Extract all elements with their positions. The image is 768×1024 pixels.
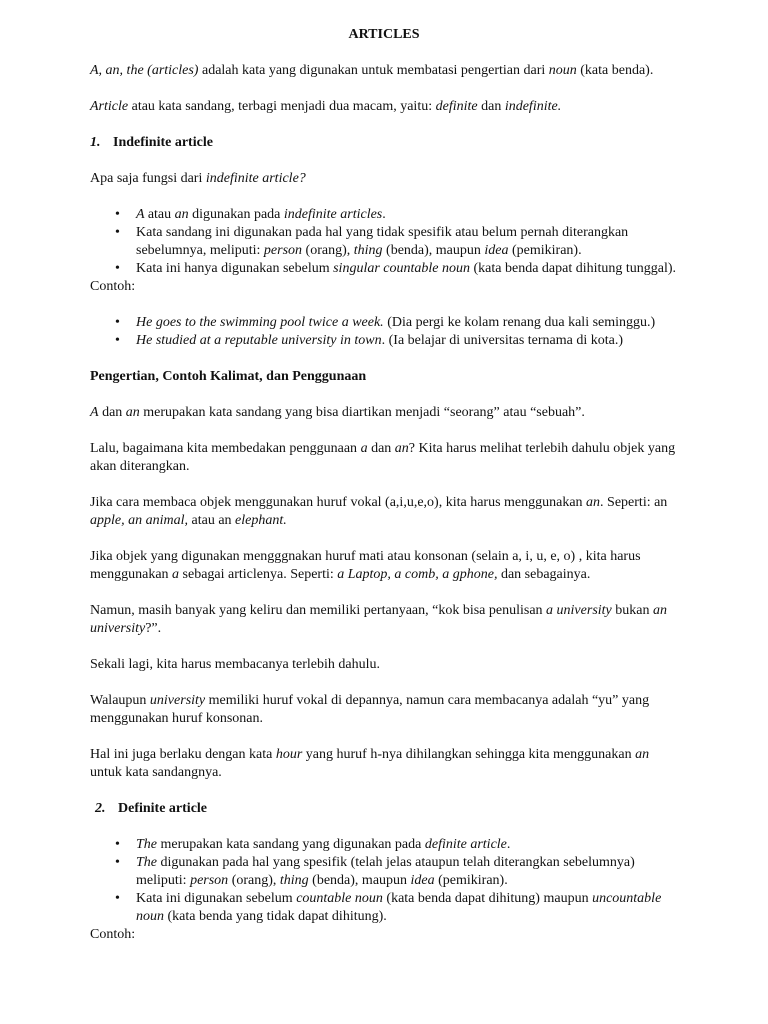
italic-run: a Laptop, a comb, a gphone, [337, 567, 498, 582]
text-run: atau an [188, 513, 236, 528]
italic-run: definite article [424, 837, 507, 852]
italic-run: idea [484, 243, 509, 258]
italic-run: A [136, 207, 148, 222]
list-item [136, 854, 678, 890]
text-run: Sekali lagi, kita harus membacanya terlebih dahulu. [90, 657, 381, 672]
italic-run: thing [279, 873, 309, 888]
text-run: (kata benda dapat dihitung tunggal). [470, 261, 677, 276]
list-item [136, 224, 678, 260]
text-run: (benda), maupun [308, 873, 411, 888]
text-run: Kata sandang ini digunakan pada hal yang tidak spesifik atau belum pernah diterangkan sebelumnya, meliputi: [136, 225, 629, 258]
italic-run: He goes to the swimming pool twice a week. [136, 315, 384, 330]
list-item [136, 206, 678, 224]
text-run: dan [98, 405, 126, 420]
paragraph-read-first [90, 656, 678, 674]
section-title: Indefinite article [113, 135, 213, 150]
italic-run: an [125, 405, 140, 420]
section-number: 2. [95, 801, 106, 816]
italic-run: indefinite articles [283, 207, 383, 222]
text-run: merupakan kata sandang yang digunakan pada [157, 837, 425, 852]
italic-run: a [360, 441, 368, 456]
italic-run: an [635, 747, 650, 762]
text-run: (kata benda dapat dihitung) maupun [382, 891, 593, 906]
example-label: Contoh: [90, 927, 136, 942]
list-item [136, 314, 678, 332]
text-run: (pemikiran). [508, 243, 582, 258]
intro-paragraph-types [90, 98, 678, 116]
indefinite-function-list [90, 206, 678, 278]
text-run: Walaupun [90, 693, 150, 708]
text-run: ?”. [145, 621, 162, 636]
text-run: Kata ini hanya digunakan sebelum [136, 261, 334, 276]
list-item [136, 836, 678, 854]
text-run: Hal ini juga berlaku dengan kata [90, 747, 276, 762]
paragraph-vowel-rule [90, 494, 678, 530]
intro-paragraph-articles [90, 62, 678, 80]
section-number: 1. [90, 135, 101, 150]
italic-run: definite [435, 99, 478, 114]
italic-run: The [136, 837, 157, 852]
italic-run: noun [548, 63, 577, 78]
paragraph-university-explain [90, 692, 678, 728]
italic-run: thing [353, 243, 383, 258]
text-run: sebagai articlenya. Seperti: [179, 567, 338, 582]
list-item [136, 260, 678, 278]
italic-run: He studied at a reputable university in town [136, 333, 382, 348]
text-run: untuk kata sandangnya. [90, 765, 222, 780]
italic-run: apple, an animal, [90, 513, 188, 528]
text-run: dan [477, 99, 505, 114]
italic-run: indefinite article? [205, 171, 306, 186]
italic-run: person [263, 243, 303, 258]
italic-run: hour [275, 747, 303, 762]
definite-function-list [90, 836, 678, 926]
italic-run: singular countable noun [333, 261, 470, 276]
section-title: Definite article [118, 801, 208, 816]
text-run: adalah kata yang digunakan untuk membatasi pengertian dari [198, 63, 549, 78]
text-run: memiliki huruf vokal di depannya, namun cara membacanya adalah “yu” yang menggunakan huruf konsonan. [90, 693, 650, 726]
italic-run: a [172, 567, 180, 582]
italic-run: an university [90, 603, 667, 636]
text-run: dan [367, 441, 395, 456]
list-item [136, 332, 678, 350]
text-run: . [506, 837, 511, 852]
question-paragraph [90, 170, 678, 188]
italic-run: university [149, 693, 206, 708]
text-run: (Dia pergi ke kolam renang dua kali seminggu.) [383, 315, 656, 330]
italic-run: A [90, 405, 99, 420]
text-run: yang huruf h-nya dihilangkan sehingga kita menggunakan [302, 747, 636, 762]
italic-run: an [586, 495, 601, 510]
text-run: . [382, 207, 386, 222]
paragraph-distinguish [90, 440, 678, 476]
italic-run: A, an, the (articles) [90, 63, 199, 78]
italic-run: uncountable noun [136, 891, 662, 924]
italic-run: person [190, 873, 229, 888]
paragraph-university-question [90, 602, 678, 638]
text-run: dan sebagainya. [497, 567, 591, 582]
text-run: . (Ia belajar di universitas ternama di kota.) [381, 333, 624, 348]
italic-run: indefinite. [504, 99, 562, 114]
list-item [136, 890, 678, 926]
text-run: (orang), [302, 243, 354, 258]
text-run: (kata benda yang tidak dapat dihitung). [164, 909, 387, 924]
italic-run: countable noun [296, 891, 383, 906]
text-run: Kata ini digunakan sebelum [136, 891, 297, 906]
italic-run: a university [546, 603, 612, 618]
text-run: atau kata sandang, terbagi menjadi dua macam, yaitu: [128, 99, 436, 114]
text-run: Namun, masih banyak yang keliru dan memiliki pertanyaan, “kok bisa penulisan [90, 603, 547, 618]
text-run: (kata benda). [576, 63, 654, 78]
text-run: . Seperti: an [600, 495, 668, 510]
text-run: merupakan kata sandang yang bisa diartikan menjadi “seorang” atau “sebuah”. [139, 405, 585, 420]
indefinite-example-list [90, 314, 678, 350]
text-run: Apa saja fungsi dari [90, 171, 206, 186]
subheading: Pengertian, Contoh Kalimat, dan Penggunaan [90, 369, 367, 384]
italic-run: an [394, 441, 409, 456]
section-heading-indefinite [90, 134, 678, 152]
text-run: Lalu, bagaimana kita membedakan penggunaan [90, 441, 361, 456]
text-run: bukan [611, 603, 653, 618]
italic-run: Article [90, 99, 129, 114]
example-label: Contoh: [90, 279, 136, 294]
paragraph-hour-rule [90, 746, 678, 782]
section-heading-definite [90, 800, 678, 818]
italic-run: The [136, 855, 157, 870]
text-run: digunakan pada [188, 207, 284, 222]
text-run: ? Kita harus melihat terlebih dahulu objek yang akan diterangkan. [90, 441, 676, 474]
text-run: atau [147, 207, 175, 222]
text-run: Jika objek yang digunakan mengggnakan huruf mati atau konsonan (selain a, i, u, e, o) , kita harus menggunakan [90, 549, 641, 582]
text-run: (benda), maupun [382, 243, 485, 258]
italic-run: an [174, 207, 189, 222]
paragraph-consonant-rule [90, 548, 678, 584]
text-run: digunakan pada hal yang spesifik (telah jelas ataupun telah diterangkan sebelumnya) meliputi: [136, 855, 635, 888]
italic-run: idea [410, 873, 435, 888]
text-run: Jika cara membaca objek menggunakan huruf vokal (a,i,u,e,o), kita harus menggunakan [90, 495, 587, 510]
text-run: (orang), [228, 873, 280, 888]
text-run: (pemikiran). [434, 873, 508, 888]
italic-run: elephant. [235, 513, 287, 528]
paragraph-a-an-meaning [90, 404, 678, 422]
page-title: ARTICLES [348, 27, 420, 42]
